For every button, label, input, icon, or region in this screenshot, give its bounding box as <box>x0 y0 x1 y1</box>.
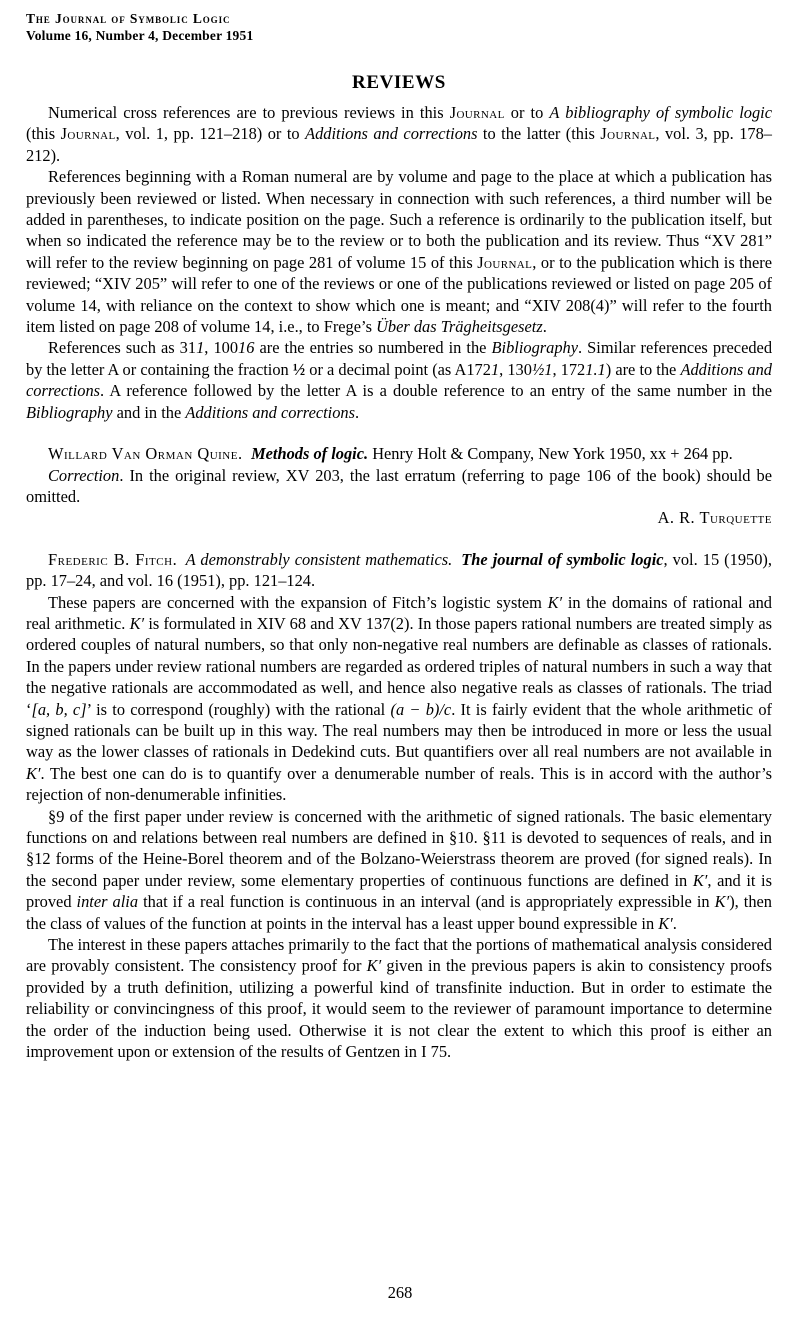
text-segment: . The best one can do is to quantify over a denumerable number of reals. This is in accord with the author’s rejection of non-denumerable infinities. <box>26 763 772 805</box>
math-expression: (a − b)/c <box>390 699 452 719</box>
work-title: A bibliography of symbolic logic <box>549 103 772 122</box>
text-segment: and in the <box>112 402 186 422</box>
front-matter-paragraph-2 <box>26 166 772 337</box>
text-segment: References beginning with a Roman numeral are by volume and page to the place at which a publication has previously been reviewed or listed. When necessary in connection with such references, a third number will be added in parentheses, to indicate position on the page. Such a reference is ordinarily to the publication itself, but when so indicated the reference may be to the review or to both the publication and its review. Thus “XV 281” will refer to the review beginning on page 281 of volume 15 of this <box>26 167 772 272</box>
text-segment: . A reference followed by the letter A is a double reference to an entry of the same number in the <box>100 381 772 401</box>
review-body-paragraph-3 <box>26 934 772 1062</box>
work-title: Über das Trägheitsgesetz <box>376 317 543 337</box>
review-author: Willard Van Orman Quine <box>48 444 238 464</box>
math-expression: [a, b, c] <box>31 699 87 719</box>
page-number: 268 <box>387 1283 413 1302</box>
review-title: A demonstrably consistent mathematics. <box>185 549 453 569</box>
text-segment: that if a real function is continuous in an interval (and is appropriately expressible in <box>138 892 715 912</box>
math-symbol: K′ <box>547 592 563 612</box>
text-segment: or to <box>504 103 550 122</box>
review-body-quine <box>26 465 772 508</box>
running-head-journal: The Journal of Symbolic Logic <box>26 11 231 26</box>
text-segment: These papers are concerned with the expansion of Fitch’s logistic system <box>48 592 548 612</box>
entry-number: ½1 <box>531 359 553 379</box>
text-segment: , vol. 1, pp. 121–218) or to <box>115 124 306 144</box>
text-segment: , and it is proved <box>26 870 772 912</box>
review-heading <box>26 443 772 464</box>
text-segment: , 100 <box>204 338 239 358</box>
text-segment: . <box>672 913 677 933</box>
review-heading <box>26 549 772 592</box>
work-title: Additions and corrections <box>305 124 478 144</box>
source-journal-name: The journal of symbolic logic <box>461 549 664 569</box>
text-segment: given in the previous papers is akin to consistency proofs provided by a truth definition, utilizing a powerful kind of transfinite induction. But in order to estimate the reliability or convincingness of this proof, it would seem to the reviewer of paramount importance to determine the order of the induction being used. Otherwise it is not clear the extent to which this proof is either an improvement upon or extension of the results of Gentzen in I 75. <box>26 956 772 1062</box>
math-symbol: K′ <box>366 956 382 976</box>
review-author-punct: . <box>237 444 243 464</box>
review-publication: Henry Holt & Company, New York 1950, xx + 264 pp. <box>368 444 733 464</box>
reviewer-signature: A. R. Turquette <box>657 508 772 528</box>
text-segment: ), then the class of values of the function at points in the interval has a least upper bound expressible in <box>26 892 772 933</box>
text-segment: or a decimal point (as A172 <box>305 359 491 379</box>
text-segment: References such as 31 <box>48 338 197 358</box>
journal-name: Journal <box>60 124 116 144</box>
text-segment: is formulated in XIV 68 and XV 137(2). In those papers rational numbers are treated simply as ordered couples of natural numbers, so that only non-negative real numbers are definable as classes of rationals. In the papers under review rational numbers are regarded as ordered triples of natural numbers in such a way that the negative rationals are accommodated as well, and hence also negative reals as classes of rationals. The triad ‘ <box>26 613 772 719</box>
text-segment: (this <box>26 124 61 144</box>
review-title: Methods of logic. <box>251 444 369 464</box>
math-symbol: K′ <box>714 892 730 912</box>
review-entry-fitch <box>26 549 772 1063</box>
text-segment: . <box>355 402 360 422</box>
text-segment: , vol. 3, pp. 178–212). <box>26 124 772 165</box>
entry-number: 1 <box>196 338 205 358</box>
journal-name: Journal <box>600 124 656 144</box>
math-symbol: K′ <box>129 613 145 633</box>
text-segment: , 172 <box>552 359 586 379</box>
math-symbol: K′ <box>658 913 673 933</box>
text-segment: . Similar references preceded by the letter A or containing the fraction <box>26 338 773 379</box>
journal-name: Journal <box>477 252 533 272</box>
review-body-paragraph-1 <box>26 592 772 806</box>
journal-name: Journal <box>449 103 505 122</box>
review-entry-quine <box>26 443 772 529</box>
text-segment: . In the original review, XV 203, the last erratum (referring to page 106 of the book) should be omitted. <box>26 465 772 506</box>
text-segment: Numerical cross references are to previous reviews in this <box>48 103 450 122</box>
review-citation: , vol. 15 (1950), pp. 17–24, and vol. 16 (1951), pp. 121–124. <box>26 549 772 591</box>
correction-label: Correction <box>48 465 120 485</box>
work-title: Additions and corrections <box>26 359 772 401</box>
text-segment: are the entries so numbered in the <box>254 338 492 358</box>
review-author-punct: . <box>172 549 177 569</box>
text-segment: The interest in these papers attaches primarily to the fact that the portions of mathematical analysis considered are provably consistent. The consistency proof for <box>26 935 772 976</box>
front-matter-paragraph-3 <box>26 337 772 423</box>
text-segment: to the latter (this <box>477 124 601 144</box>
latin-phrase: inter alia <box>76 892 139 912</box>
math-symbol: K′ <box>26 763 41 783</box>
running-head <box>26 10 772 44</box>
review-body-paragraph-2 <box>26 806 772 934</box>
running-head-issue: Volume 16, Number 4, December 1951 <box>26 28 254 43</box>
work-title: Bibliography <box>491 338 579 358</box>
text-segment: ) are to the <box>605 359 681 379</box>
work-title: Additions and corrections <box>185 402 356 422</box>
text-segment: in the domains of rational and real arithmetic. <box>26 592 773 633</box>
text-segment: §9 of the first paper under review is concerned with the arithmetic of signed rationals. The basic elementary functions on and relations between real numbers are defined in §10. §11 is devoted to sequences of reals, and in §12 forms of the Heine-Borel theorem and of the Bolzano-Weierstrass theorem are proved (for signed reals). In the second paper under review, some elementary properties of continuous functions are defined in <box>26 806 772 890</box>
text-segment: . <box>542 317 547 337</box>
math-symbol: K′ <box>692 870 708 890</box>
text-segment: ’ is to correspond (roughly) with the rational <box>86 699 391 719</box>
front-matter-paragraph-1 <box>26 102 772 166</box>
entry-number: 1 <box>490 359 500 379</box>
text-segment: , 130 <box>499 359 532 379</box>
fraction-glyph: ½ <box>292 359 306 379</box>
work-title: Bibliography <box>26 402 113 422</box>
text-segment: , or to the publication which is there reviewed; “XIV 205” will refer to one of the reviews or one of the publications reviewed or listed on page 205 of volume 14, with reliance on the context to show which one is meant; and “XIV 208(4)” will refer to the fourth item listed on page 208 of volume 14, i.e., to Frege’s <box>26 252 772 337</box>
text-segment: . It is fairly evident that the whole arithmetic of signed rationals can be built up in this way. The real numbers may then be introduced in more or less the usual way as the lower classes of rationals in Dedekind cuts. But quantifiers over all real numbers are not available in <box>26 699 772 762</box>
page-title: REVIEWS <box>352 72 446 93</box>
entry-number: 16 <box>238 338 255 358</box>
review-author: Frederic B. Fitch <box>48 549 173 569</box>
entry-number: 1.1 <box>585 359 606 379</box>
